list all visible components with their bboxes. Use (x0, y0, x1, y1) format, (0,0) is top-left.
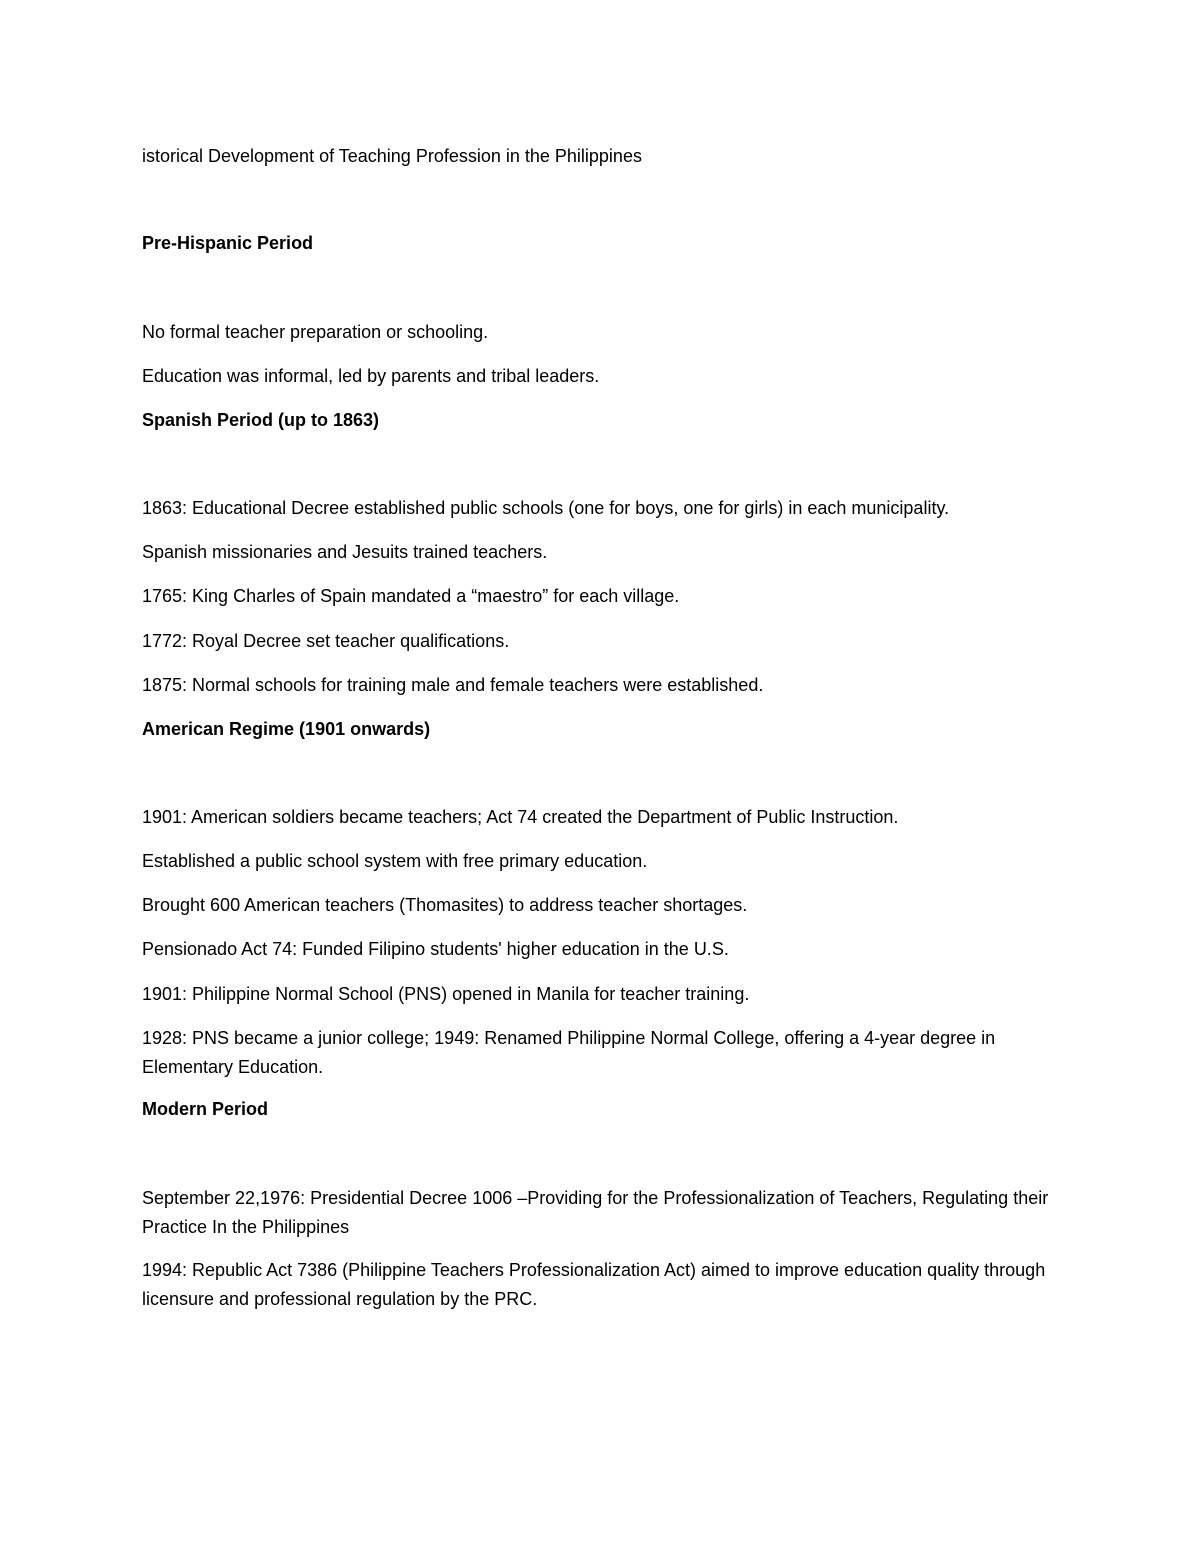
document-title: istorical Development of Teaching Profession in the Philippines (142, 146, 642, 166)
list-item: 1875: Normal schools for training male and female teachers were established. (142, 675, 764, 695)
list-item: Pensionado Act 74: Funded Filipino students' higher education in the U.S. (142, 939, 729, 959)
list-item: Education was informal, led by parents and tribal leaders. (142, 366, 600, 386)
section-heading-spanish: Spanish Period (up to 1863) (142, 410, 380, 430)
list-item: 1772: Royal Decree set teacher qualifications. (142, 631, 510, 651)
list-item: No formal teacher preparation or schooling. (142, 322, 489, 342)
list-item: 1901: Philippine Normal School (PNS) opened in Manila for teacher training. (142, 984, 750, 1004)
list-item: 1901: American soldiers became teachers; Act 74 created the Department of Public Instruction. (142, 807, 899, 827)
list-item: Spanish missionaries and Jesuits trained teachers. (142, 542, 548, 562)
list-item: Brought 600 American teachers (Thomasites) to address teacher shortages. (142, 895, 748, 915)
list-item: Established a public school system with free primary education. (142, 851, 648, 871)
section-heading-modern: Modern Period (142, 1099, 269, 1119)
list-item: 1994: Republic Act 7386 (Philippine Teachers Professionalization Act) aimed to improve education quality through licensure and professional regulation by the PRC. (142, 1260, 1046, 1309)
section-heading-american: American Regime (1901 onwards) (142, 719, 431, 739)
list-item: 1928: PNS became a junior college; 1949: Renamed Philippine Normal College, offering a 4-year degree in Elementary Education. (142, 1028, 996, 1077)
list-item: 1765: King Charles of Spain mandated a “maestro” for each village. (142, 586, 680, 606)
section-heading-pre-hispanic: Pre-Hispanic Period (142, 233, 314, 253)
list-item: September 22,1976: Presidential Decree 1006 –Providing for the Professionalization of Teachers, Regulating their Practice In the Philippines (142, 1188, 1049, 1237)
list-item: 1863: Educational Decree established public schools (one for boys, one for girls) in each municipality. (142, 498, 950, 518)
